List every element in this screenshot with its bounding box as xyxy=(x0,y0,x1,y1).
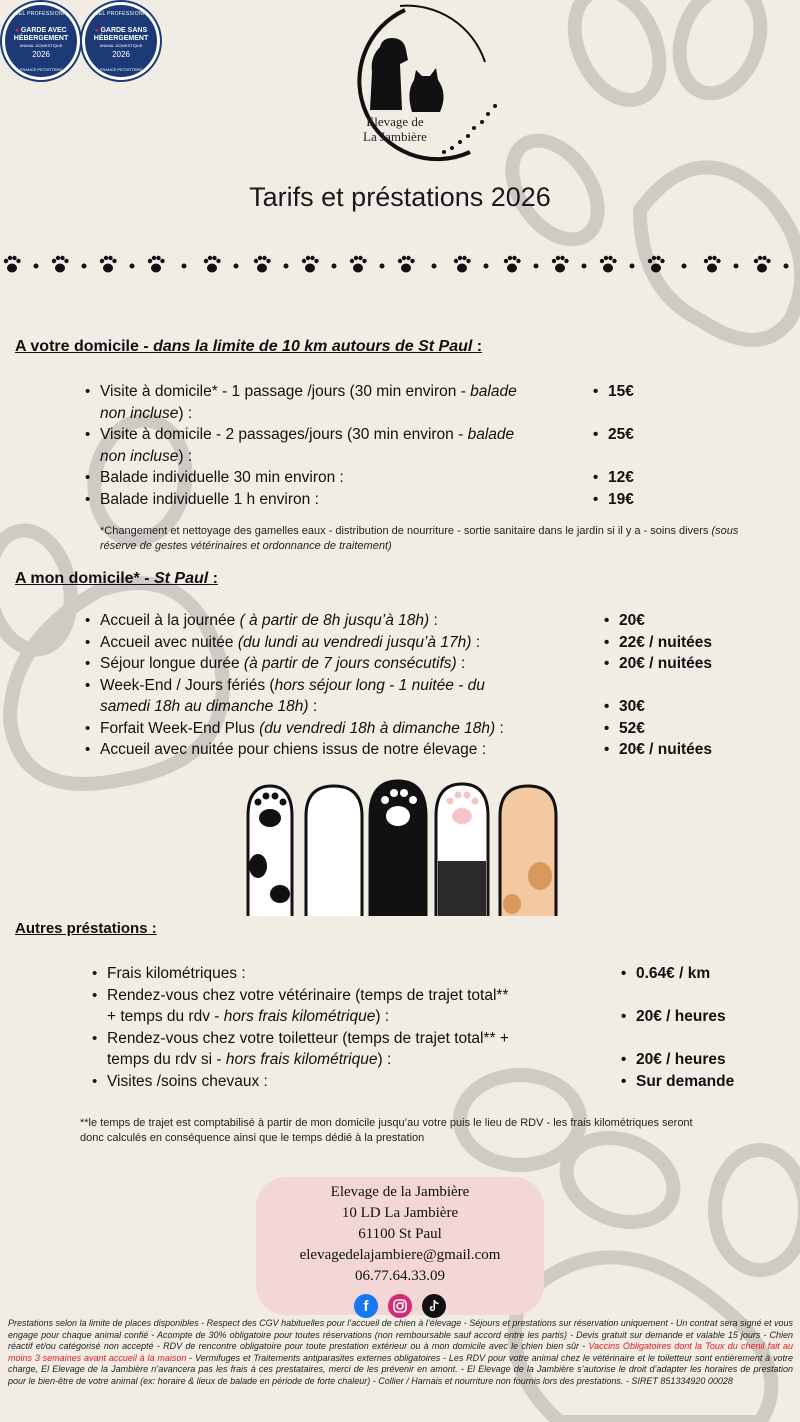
contact-phone[interactable]: 06.77.64.33.09 xyxy=(355,1268,445,1284)
contact-address-line1: 10 LD La Jambière xyxy=(341,1205,459,1221)
price: • 20€ / nuitées xyxy=(604,653,754,675)
autres-prestations-prices xyxy=(621,963,771,1092)
list-item: • Rendez-vous chez votre toiletteur (temps de trajet total** + temps du rdv si - hors frais kilométrique) : xyxy=(92,1028,512,1071)
facebook-icon[interactable]: f xyxy=(354,1294,378,1318)
a-mon-domicile-list xyxy=(85,610,535,761)
price: • 25€ xyxy=(593,424,713,446)
price: • 20€ / heures xyxy=(621,1049,771,1071)
contact-name: Elevage de la Jambière xyxy=(330,1184,470,1200)
autres-prestations-list xyxy=(92,963,512,1092)
price: • 0.64€ / km xyxy=(621,963,771,985)
logo-text-line2: La Jambière xyxy=(363,129,427,144)
price: • 52€ xyxy=(604,718,754,740)
price: • 12€ xyxy=(593,467,713,489)
list-item: • Accueil à la journée ( à partir de 8h jusqu’à 18h) : xyxy=(85,610,535,632)
a-votre-domicile-prices xyxy=(593,381,713,510)
price: • 30€ xyxy=(604,696,754,718)
label-badge-garde-avec-hebergement: LABEL PROFESSIONNEL ● GARDE AVEC HÉBERGEMENT ANIMAL DOMESTIQUE 2026 FRANCE PETSITTERS xyxy=(2,2,80,80)
section3-footnote: **le temps de trajet est comptabilisé à partir de mon domicile jusqu’au votre puis le lieu de RDV - les frais kilométriques seront donc calculés en conséquence ainsi que le temps dédié à la prestation xyxy=(80,1117,693,1144)
list-item: • Frais kilométriques : xyxy=(92,963,512,985)
logo-text-line1: Elevage de xyxy=(366,114,424,129)
list-item: • Accueil avec nuitée pour chiens issus de notre élevage : xyxy=(85,739,535,761)
list-item: • Forfait Week-End Plus (du vendredi 18h à dimanche 18h) : xyxy=(85,718,535,740)
paw-icon: ● xyxy=(15,28,19,34)
contact-address-line2: 61100 St Paul xyxy=(358,1226,442,1242)
label-badge-garde-sans-hebergement: LABEL PROFESSIONNEL ● GARDE SANS HÉBERGEMENT ANIMAL DOMESTIQUE 2026 FRANCE PETSITTERS xyxy=(82,2,160,80)
terms-footer: Prestations selon la limite de places disponibles - Respect des CGV habituelles pour l’accueil de chien à l’élevage - Séjours et prestations sur réservation uniquement - Un contrat sera signé et vous engage pour chaque animal confié - Acompte de 30% obligatoire pour toutes réservations (non remboursable sauf accord entre les partis) - Devis gratuit sur demande et valable 15 jours - Chien réactif et/ou catégorisé non accepté - RDV de rencontre obligatoire pour toute prestation extérieur ou à mon domicile avec le chien bien sûr - Vaccins Obligatoires dont la Toux du chenil fait au moins 3 semaines avant accueil à la maison - Vermifuges et Traitements antiparasites externes obligatoires - Les RDV pour votre animal chez le vétérinaire et le toiletteur sont entièrement à votre charge, El Elevage de la Jambière n’avancera pas les frais à ces prestataires, merci de les prévenir en amont. - El Elevage de la Jambière s’autorise le droit d’adapter les horaires de prestation pour le bien-être de votre animal (ex: horaire & lieux de balade en période de forte chaleur) - Collier / Harnais et nourriture non fournis lors des prestations. - SIRET 851334920 00028 xyxy=(8,1318,794,1386)
price: • 19€ xyxy=(593,489,713,511)
price: • 20€ / nuitées xyxy=(604,739,754,761)
price: • 20€ xyxy=(604,610,754,632)
list-item: • Accueil avec nuitée (du lundi au vendredi jusqu’à 17h) : xyxy=(85,632,535,654)
list-item: • Balade individuelle 30 min environ : xyxy=(85,467,525,489)
dogs-logo-icon xyxy=(310,2,500,182)
contact-email[interactable]: elevagedelajambiere@gmail.com xyxy=(299,1247,501,1263)
price: • 22€ / nuitées xyxy=(604,632,754,654)
list-item: • Visite à domicile* - 1 passage /jours (30 min environ - balade non incluse) : xyxy=(85,381,525,424)
list-item: • Séjour longue durée (à partir de 7 jours consécutifs) : xyxy=(85,653,535,675)
list-item: • Balade individuelle 1 h environ : xyxy=(85,489,525,511)
logo xyxy=(310,2,500,182)
list-item: • Rendez-vous chez votre vétérinaire (temps de trajet total** + temps du rdv - hors frais kilométrique) : xyxy=(92,985,512,1028)
a-mon-domicile-prices xyxy=(604,610,754,761)
price: • Sur demande xyxy=(621,1071,771,1093)
section-heading-a-mon-domicile: A mon domicile* - St Paul : xyxy=(15,570,218,587)
price: • 20€ / heures xyxy=(621,1006,771,1028)
section-heading-a-votre-domicile: A votre domicile - dans la limite de 10 km autours de St Paul : xyxy=(15,338,483,355)
price: • 15€ xyxy=(593,381,713,403)
list-item: • Visites /soins chevaux : xyxy=(92,1071,512,1093)
instagram-icon[interactable] xyxy=(388,1294,412,1318)
social-links xyxy=(256,1294,544,1318)
a-votre-domicile-list xyxy=(85,381,525,510)
section-heading-autres-prestations: Autres préstations : xyxy=(15,920,157,937)
list-item: • Visite à domicile - 2 passages/jours (30 min environ - balade non incluse) : xyxy=(85,424,525,467)
raised-paws-illustration xyxy=(240,776,560,916)
tiktok-icon[interactable] xyxy=(422,1294,446,1318)
page-title: Tarifs et préstations 2026 xyxy=(249,182,551,212)
section1-footnote: *Changement et nettoyage des gamelles eaux - distribution de nourriture - sortie sanitaire dans le jardin si il y a - soins divers (sous réserve de gestes vétérinaires et ordonnance de traitement) xyxy=(100,525,739,552)
paw-row-divider xyxy=(0,250,800,280)
paw-icon: ● xyxy=(94,28,99,34)
list-item: • Week-End / Jours fériés (hors séjour long - 1 nuitée - du samedi 18h au dimanche 18h) : xyxy=(85,675,535,718)
